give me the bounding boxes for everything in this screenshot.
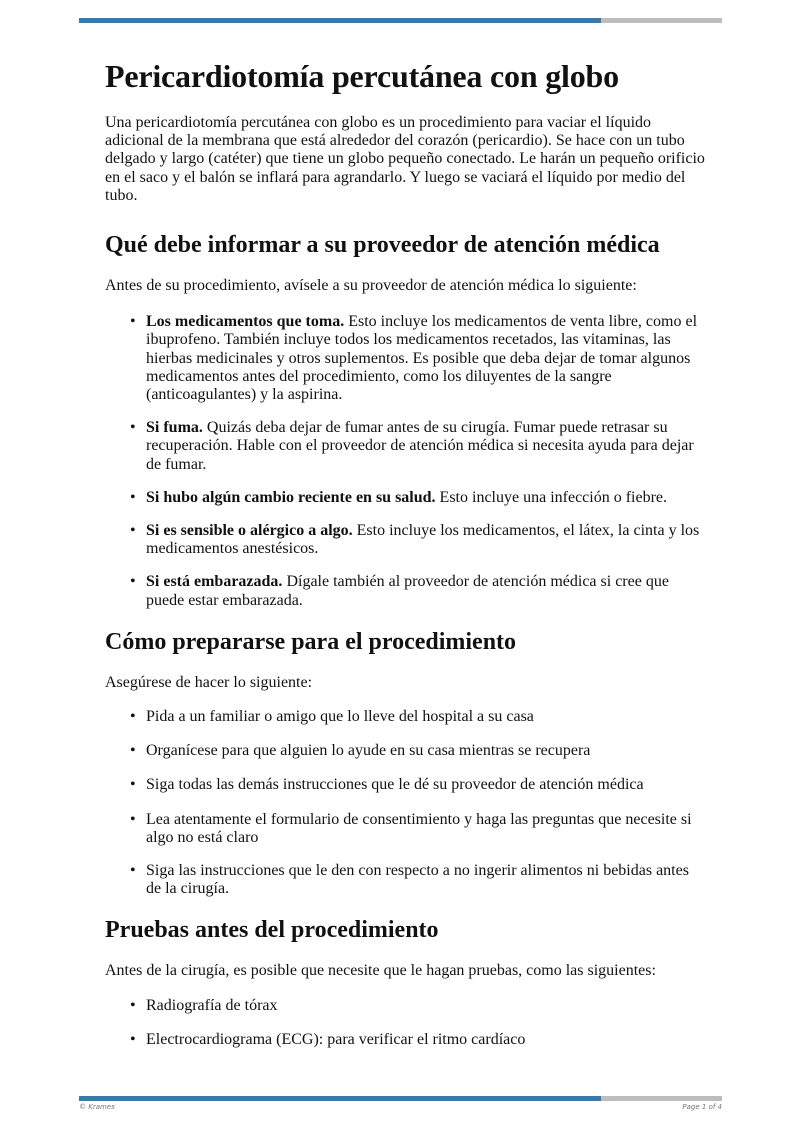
list-item — [105, 522, 705, 558]
section-heading: Pruebas antes del procedimiento — [105, 917, 439, 944]
section-lead: Asegúrese de hacer lo siguiente: — [105, 673, 313, 691]
list-item — [105, 862, 705, 898]
bullet-icon: • — [130, 522, 136, 540]
list-item — [105, 313, 705, 404]
list-item — [105, 419, 705, 474]
list-item — [105, 997, 705, 1015]
bullet-icon: • — [130, 708, 136, 726]
list-item-text: Siga las instrucciones que le den con respecto a no ingerir alimentos ni bebidas antes de la cirugía. — [146, 862, 689, 898]
list-item — [105, 1031, 705, 1049]
bullet-icon: • — [130, 313, 136, 331]
list-item-bold: Los medicamentos que toma. — [146, 313, 345, 331]
copyright-text: © Krames — [79, 1103, 115, 1111]
list-item — [105, 708, 705, 726]
section-lead: Antes de su procedimiento, avísele a su proveedor de atención médica lo siguiente: — [105, 277, 637, 295]
page-title: Pericardiotomía percutánea con globo — [105, 58, 619, 94]
list-item-text: Esto incluye una infección o fiebre. — [435, 488, 668, 506]
bullet-icon: • — [130, 488, 136, 506]
list-item-text: Dígale también al proveedor de atención médica si cree que puede estar embarazada. — [146, 573, 669, 609]
footer-rule-gray — [601, 1096, 722, 1101]
bullet-icon: • — [130, 1030, 136, 1048]
document-body — [105, 56, 705, 1049]
bullet-icon: • — [130, 810, 136, 828]
bullet-icon: • — [130, 419, 136, 437]
section-list — [105, 313, 705, 610]
list-item-text: Organícese para que alguien lo ayude en su casa mientras se recupera — [146, 742, 591, 760]
list-item — [105, 776, 705, 794]
section-list — [105, 997, 705, 1049]
footer-rule — [79, 1096, 722, 1101]
bullet-icon: • — [130, 742, 136, 760]
list-item-text: Radiografía de tórax — [146, 996, 278, 1014]
header-rule-accent — [79, 18, 601, 23]
section-lead: Antes de la cirugía, es posible que necesite que le hagan pruebas, como las siguientes: — [105, 962, 656, 980]
header-rule — [79, 18, 722, 23]
list-item-text: Esto incluye los medicamentos de venta libre, como el ibuprofeno. También incluye todos los medicamentos recetados, las vitaminas, las hierbas medicinales y otros suplementos. Es posible que deba dejar de tomar algunos medicamentos antes del procedimiento, como los diluyentes de la sangre (anticoagulantes) y la aspirina. — [146, 313, 698, 404]
list-item-bold: Si es sensible o alérgico a algo. — [146, 522, 353, 540]
list-item — [105, 489, 705, 507]
section-heading: Cómo prepararse para el procedimiento — [105, 628, 517, 655]
intro-paragraph: Una pericardiotomía percutánea con globo es un procedimiento para vaciar el líquido adicional de la membrana que está alrededor del corazón (pericardio). Se hace con un tubo delgado y largo (catéter) que tiene un globo pequeño conectado. Le harán un pequeño orificio en el saco y el balón se inflará para agrandarlo. Y luego se vaciará el líquido por medio del tubo. — [105, 114, 705, 204]
bullet-icon: • — [130, 573, 136, 591]
list-item-text: Electrocardiograma (ECG): para verificar el ritmo cardíaco — [146, 1030, 526, 1048]
list-item-text: Pida a un familiar o amigo que lo lleve del hospital a su casa — [146, 708, 534, 726]
section-list — [105, 708, 705, 898]
list-item — [105, 742, 705, 760]
list-item-bold: Si hubo algún cambio reciente en su salud. — [146, 488, 436, 506]
header-rule-gray — [601, 18, 722, 23]
list-item — [105, 573, 705, 609]
page-number: Page 1 of 4 — [682, 1103, 722, 1111]
bullet-icon: • — [130, 996, 136, 1014]
bullet-icon: • — [130, 776, 136, 794]
list-item-text: Lea atentamente el formulario de consentimiento y haga las preguntas que necesite si algo no está claro — [146, 810, 692, 846]
list-item-text: Esto incluye los medicamentos, el látex, la cinta y los medicamentos anestésicos. — [146, 522, 700, 558]
list-item-text: Quizás deba dejar de fumar antes de su cirugía. Fumar puede retrasar su recuperación. Hable con el proveedor de atención médica si necesita ayuda para dejar de fumar. — [146, 419, 694, 473]
list-item-bold: Si fuma. — [146, 419, 203, 437]
section-heading: Qué debe informar a su proveedor de atención médica — [105, 232, 660, 259]
list-item — [105, 811, 705, 847]
bullet-icon: • — [130, 862, 136, 880]
list-item-text: Siga todas las demás instrucciones que le dé su proveedor de atención médica — [146, 776, 644, 794]
footer-rule-accent — [79, 1096, 601, 1101]
page-footer — [79, 1103, 722, 1111]
list-item-bold: Si está embarazada. — [146, 573, 283, 591]
